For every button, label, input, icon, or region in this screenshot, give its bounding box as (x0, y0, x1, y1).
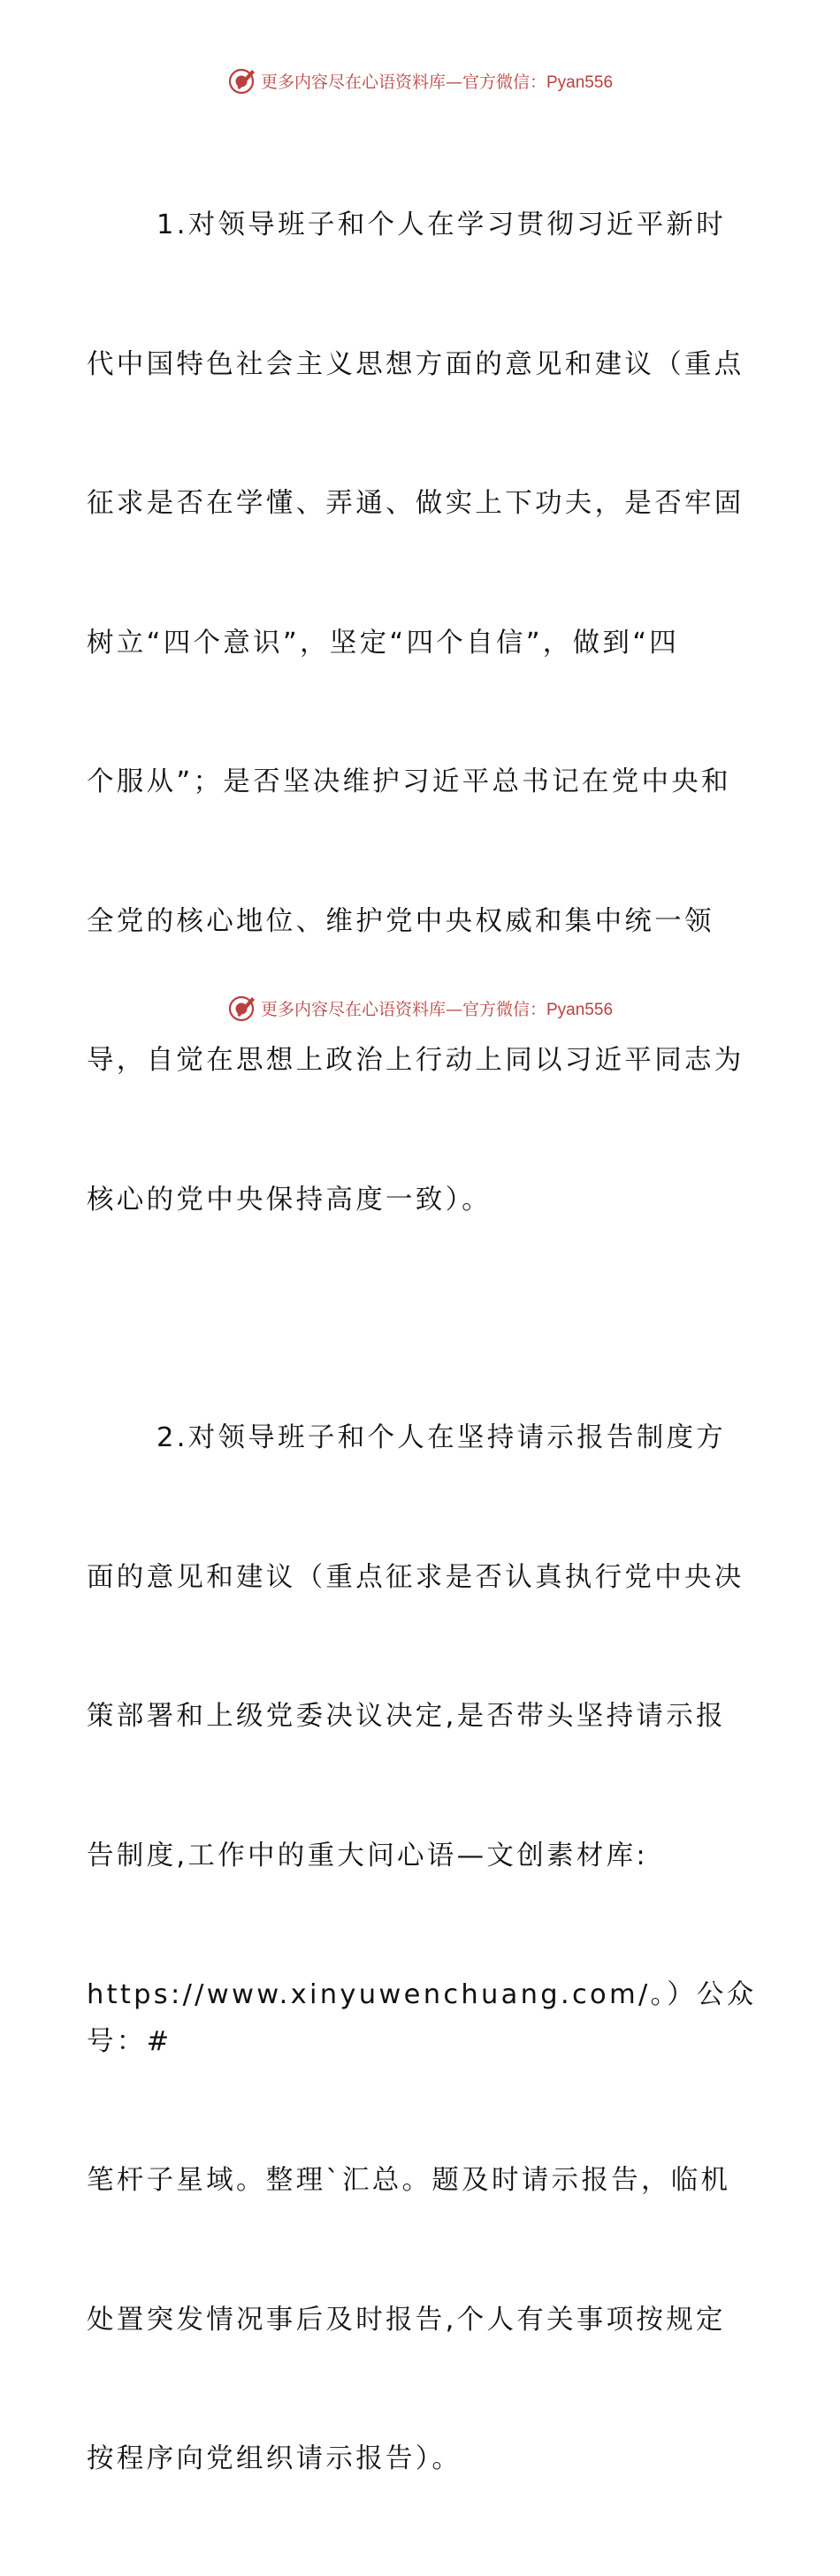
paragraph-line: 征求是否在学懂、弄通、做实上下功夫，是否牢固 (87, 488, 745, 519)
paragraph-line: 代中国特色社会主义思想方面的意见和建议（重点 (87, 348, 745, 380)
paragraph-line: 面的意见和建议（重点征求是否认真执行党中央决 (87, 1561, 745, 1593)
quill-logo-icon (227, 993, 257, 1023)
paragraph-line: 按程序向党组织请示报告）。 (87, 2443, 462, 2474)
watermark-text: 更多内容尽在心语资料库—官方微信：Pyan556 (260, 999, 614, 1019)
paragraph-line: 策部署和上级党委决议决定,是否带头坚持请示报 (87, 1701, 726, 1732)
watermark-text: 更多内容尽在心语资料库—官方微信：Pyan556 (260, 72, 614, 92)
watermark-footer (0, 990, 840, 1025)
wechat-id: Pyan556 (546, 72, 614, 92)
paragraph-line: 树立“四个意识”，坚定“四个自信”，做到“四 (87, 627, 680, 659)
url-line: https://www.xinyuwenchuang.com/。）公众号：# (87, 1979, 757, 2057)
paragraph-line: 1.对领导班子和个人在学习贯彻习近平新时 (157, 210, 727, 240)
paragraph-line: 2.对领导班子和个人在坚持请示报告制度方 (157, 1422, 727, 1453)
paragraph-line: 导，自觉在思想上政治上行动上同以习近平同志为 (87, 1045, 745, 1076)
paragraph-2 (87, 1322, 759, 2576)
paragraph-line: 核心的党中央保持高度一致）。 (87, 1184, 492, 1216)
quill-logo-icon (227, 65, 257, 95)
watermark-header (0, 63, 840, 98)
paragraph-line: 全党的核心地位、维护党中央权威和集中统一领 (87, 905, 714, 937)
wechat-id: Pyan556 (546, 1000, 614, 1019)
paragraph-line: 处置突发情况事后及时报告,个人有关事项按规定 (87, 2304, 726, 2336)
paragraph-line: 个服从”；是否坚决维护习近平总书记在党中央和 (87, 766, 731, 797)
paragraph-line: 笔杆子星域。整理`汇总。题及时请示报告，临机 (87, 2165, 731, 2196)
paragraph-1 (87, 110, 759, 1316)
paragraph-line: 告制度,工作中的重大问心语—文创素材库: (87, 1840, 648, 1871)
document-body (87, 110, 759, 2576)
